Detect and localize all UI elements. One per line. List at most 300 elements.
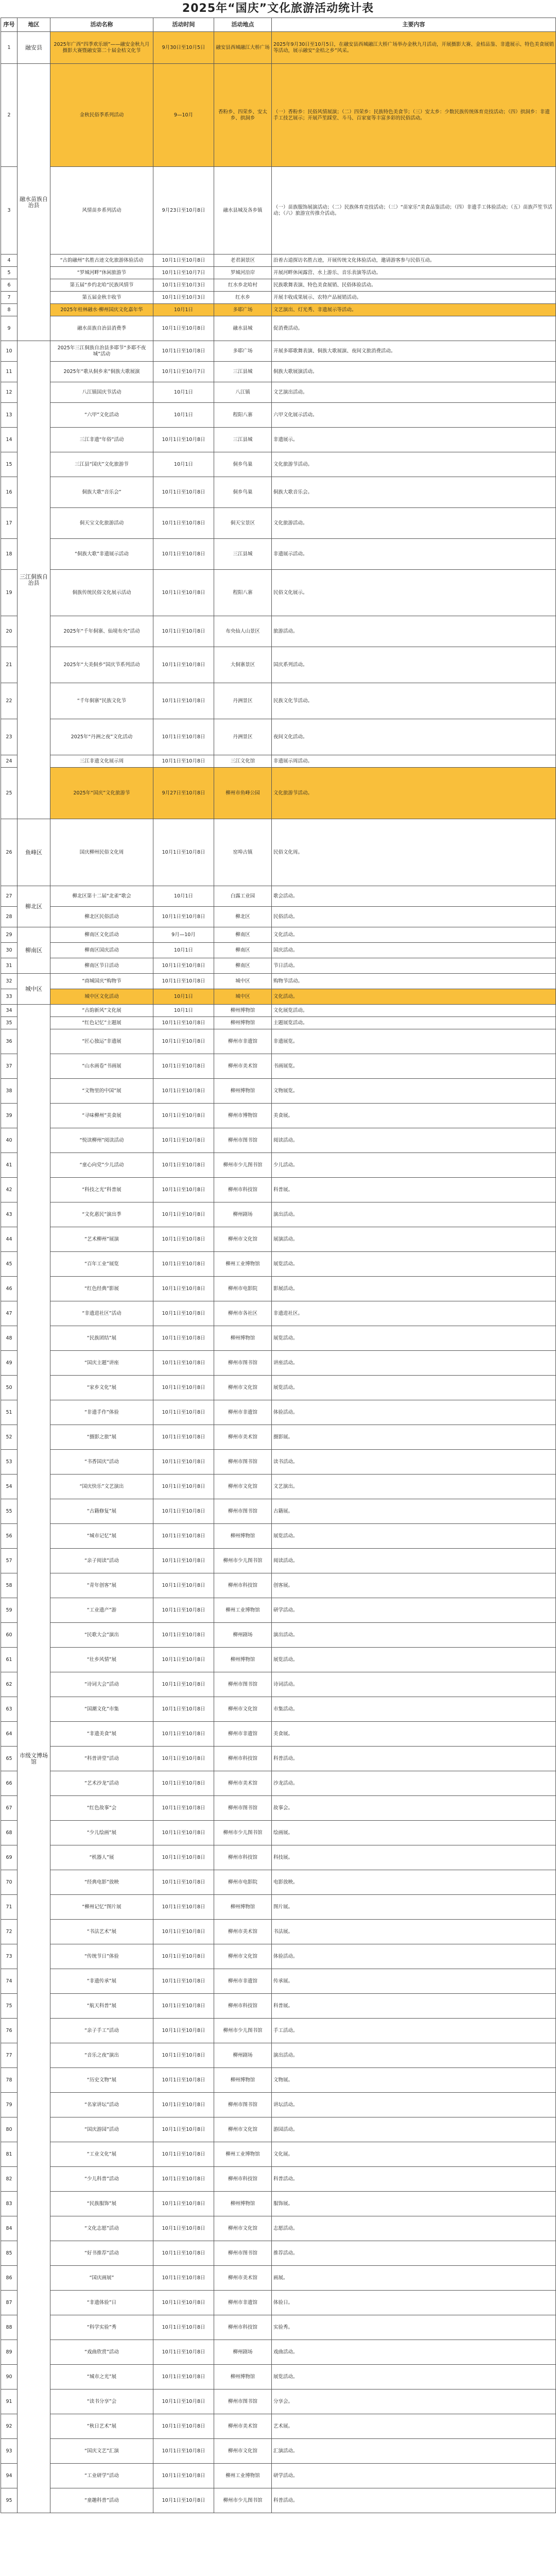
col-name: 活动名称 (50, 18, 153, 32)
cell-time: 10月1日至10月8日 (153, 1178, 214, 1202)
cell-no: 74 (1, 1969, 18, 1994)
cell-region: 柳北区 (18, 886, 50, 927)
cell-content: 书法展。 (272, 1920, 556, 1944)
table-row (1, 719, 556, 755)
table-row (1, 1771, 556, 1796)
cell-content: 故事会。 (272, 1796, 556, 1821)
cell-no: 6 (1, 279, 18, 292)
cell-no: 18 (1, 539, 18, 570)
table-body (1, 32, 556, 2513)
cell-time: 10月1日至10月8日 (153, 1202, 214, 1227)
cell-time: 10月1日至10月8日 (153, 2389, 214, 2414)
cell-place: 柳州博物馆 (214, 2365, 272, 2389)
cell-place: 柳州市文化馆 (214, 2216, 272, 2241)
cell-place: 柳州工业博物馆 (214, 2464, 272, 2488)
cell-time: 10月1日 (153, 943, 214, 958)
cell-place: 柳州博物馆 (214, 1895, 272, 1920)
table-row (1, 2216, 556, 2241)
cell-time: 10月1日至10月8日 (153, 1598, 214, 1623)
cell-name: “科技之光”科普展 (50, 1178, 153, 1202)
cell-content: 开展多耶歌舞表演、侗族大歌展演、夜间文旅消费活动。 (272, 341, 556, 362)
cell-no: 91 (1, 2389, 18, 2414)
cell-no: 30 (1, 943, 18, 958)
table-row (1, 279, 556, 292)
cell-time: 10月1日 (153, 452, 214, 477)
cell-content: 非遗展览。 (272, 1029, 556, 1054)
cell-place: 柳州市科技馆 (214, 1573, 272, 1598)
table-row (1, 1153, 556, 1178)
cell-name: “罗城河畔”休闲旅游节 (50, 267, 153, 279)
cell-time: 10月1日至10月8日 (153, 2167, 214, 2192)
table-row (1, 292, 556, 304)
cell-content: 诗词活动。 (272, 1672, 556, 1697)
cell-name: “柳州记忆”图片展 (50, 1895, 153, 1920)
cell-place: 柳南区 (214, 943, 272, 958)
cell-name: 柳南区节日活动 (50, 958, 153, 974)
cell-place: 柳州市图书馆 (214, 1450, 272, 1475)
cell-time: 10月1日 (153, 304, 214, 316)
cell-name: “童趣科普”活动 (50, 2488, 153, 2513)
cell-name: “科学实验”秀 (50, 2315, 153, 2340)
cell-time: 10月1日至10月8日 (153, 2464, 214, 2488)
cell-name: “书香国庆”活动 (50, 1450, 153, 1475)
cell-content: 促消费活动。 (272, 316, 556, 341)
cell-content: 节日活动。 (272, 958, 556, 974)
table-row (1, 1017, 556, 1029)
cell-time: 10月1日至10月7日 (153, 362, 214, 382)
table-row (1, 2439, 556, 2464)
cell-name: 柳南区文化活动 (50, 927, 153, 943)
table-row (1, 1722, 556, 1747)
cell-time: 10月1日至10月8日 (153, 1277, 214, 1301)
cell-no: 81 (1, 2142, 18, 2167)
table-row (1, 1672, 556, 1697)
cell-place: 柳州市电影院 (214, 1870, 272, 1895)
cell-no: 94 (1, 2464, 18, 2488)
cell-content: 摄影展。 (272, 1425, 556, 1450)
table-row (1, 1104, 556, 1128)
cell-content: 歌会活动。 (272, 886, 556, 907)
cell-name: “国庆文艺”汇演 (50, 2439, 153, 2464)
cell-time: 10月1日至10月8日 (153, 1944, 214, 1969)
cell-content: 图片展。 (272, 1895, 556, 1920)
cell-no: 50 (1, 1376, 18, 1400)
cell-name: “亲子阅读”活动 (50, 1549, 153, 1573)
table-row (1, 570, 556, 616)
cell-time: 10月1日至10月8日 (153, 1722, 214, 1747)
cell-name: “悦读柳州”阅读活动 (50, 1128, 153, 1153)
cell-name: “童心向党”少儿活动 (50, 1153, 153, 1178)
cell-time: 10月1日至10月8日 (153, 958, 214, 974)
cell-name: “机器人”展 (50, 1845, 153, 1870)
cell-time: 10月1日至10月8日 (153, 316, 214, 341)
table-row (1, 1944, 556, 1969)
col-content: 主要内容 (272, 18, 556, 32)
table-header-row (1, 18, 556, 32)
cell-place: 多耶广场 (214, 304, 272, 316)
cell-content: 分享会。 (272, 2389, 556, 2414)
cell-name: 城中区文化活动 (50, 989, 153, 1005)
cell-time: 10月1日至10月8日 (153, 1623, 214, 1648)
cell-time: 10月1日至10月8日 (153, 616, 214, 647)
cell-content: 文艺演出。 (272, 1475, 556, 1499)
cell-place: 三江县城 (214, 362, 272, 382)
cell-content: 科普活动。 (272, 2167, 556, 2192)
cell-time: 10月1日至10月8日 (153, 1499, 214, 1524)
cell-no: 42 (1, 1178, 18, 1202)
cell-time: 10月1日至10月8日 (153, 508, 214, 539)
cell-place: 柳州工业博物馆 (214, 1252, 272, 1277)
cell-time: 10月1日至10月8日 (153, 428, 214, 452)
cell-content: 影展活动。 (272, 1277, 556, 1301)
cell-time: 10月1日至10月8日 (153, 1301, 214, 1326)
cell-name: “红色经典”影展 (50, 1277, 153, 1301)
cell-content: 文艺演出活动。 (272, 382, 556, 403)
cell-name: 融水苗族自治县消费季 (50, 316, 153, 341)
cell-time: 10月1日 (153, 382, 214, 403)
cell-no: 92 (1, 2414, 18, 2439)
cell-name: 2025年桂林融水·柳州国庆文化嘉年华 (50, 304, 153, 316)
cell-content: 演出活动。 (272, 1202, 556, 1227)
cell-time: 10月1日至10月8日 (153, 1648, 214, 1672)
cell-time: 10月1日至10月8日 (153, 2291, 214, 2315)
cell-no: 5 (1, 267, 18, 279)
cell-name: “亲子手工”活动 (50, 2019, 153, 2043)
cell-no: 59 (1, 1598, 18, 1623)
cell-name: “城市记忆”展 (50, 1524, 153, 1549)
cell-time: 10月1日至10月8日 (153, 2192, 214, 2216)
cell-no: 3 (1, 167, 18, 255)
cell-content: 画展。 (272, 2266, 556, 2291)
cell-place: 柳州市文化馆 (214, 1697, 272, 1722)
cell-no: 51 (1, 1400, 18, 1425)
cell-content: 艺术展。 (272, 2414, 556, 2439)
cell-no: 4 (1, 255, 18, 267)
table-row (1, 2488, 556, 2513)
cell-time: 10月1日至10月8日 (153, 1029, 214, 1054)
cell-no: 25 (1, 768, 18, 819)
cell-content: 非遗进社区。 (272, 1301, 556, 1326)
cell-place: 城中区 (214, 989, 272, 1005)
table-row (1, 1079, 556, 1104)
cell-content: （一）香粉乡：民俗风情展演；（二）四荣乡：民族特色美食节；（三）安太乡：少数民族传统体育竞技活动；（四）拱洞乡：非遗手工技艺展示；开展芦笙踩堂、斗马、百家宴等丰富多彩的民俗活动。 (272, 64, 556, 167)
cell-place: 程阳八寨 (214, 403, 272, 428)
table-row (1, 2365, 556, 2389)
cell-place: 柳州市非遗馆 (214, 1722, 272, 1747)
cell-place: 丹洲景区 (214, 719, 272, 755)
cell-region: 融安县 (18, 32, 50, 64)
cell-time: 10月1日至10月8日 (153, 2488, 214, 2513)
cell-place: 柳州市各社区 (214, 1301, 272, 1326)
cell-content: 科普展。 (272, 1994, 556, 2019)
table-row (1, 452, 556, 477)
cell-name: “摄影之旅”展 (50, 1425, 153, 1450)
cell-no: 95 (1, 2488, 18, 2513)
table-row (1, 1178, 556, 1202)
cell-name: 柳北区民俗活动 (50, 907, 153, 927)
cell-content: 侗族大歌音乐会。 (272, 477, 556, 508)
cell-name: “非遗进社区”活动 (50, 1301, 153, 1326)
cell-content: 绘画展。 (272, 1821, 556, 1845)
cell-name: “艺术沙龙”活动 (50, 1771, 153, 1796)
table-row (1, 1870, 556, 1895)
table-row (1, 2241, 556, 2266)
cell-time: 10月1日至10月8日 (153, 1054, 214, 1079)
cell-no: 46 (1, 1277, 18, 1301)
cell-content: 阅读活动。 (272, 1128, 556, 1153)
table-row (1, 2167, 556, 2192)
table-row (1, 1920, 556, 1944)
cell-no: 52 (1, 1425, 18, 1450)
cell-content: 市集活动。 (272, 1697, 556, 1722)
cell-name: “国庆主题”讲座 (50, 1351, 153, 1376)
cell-content: 非遗展示活动。 (272, 539, 556, 570)
cell-content: 体验活动。 (272, 1944, 556, 1969)
cell-time: 10月1日至10月8日 (153, 1128, 214, 1153)
cell-place: 红水乡北哈村 (214, 279, 272, 292)
cell-name: 侗天宝文化旅游活动 (50, 508, 153, 539)
cell-name: “匠心独运”非遗展 (50, 1029, 153, 1054)
cell-place: 柳州市非遗馆 (214, 2291, 272, 2315)
cell-place: 融水县城及各乡镇 (214, 167, 272, 255)
cell-time: 10月1日至10月8日 (153, 683, 214, 719)
activity-table (1, 18, 556, 2513)
cell-time: 10月1日至10月8日 (153, 2241, 214, 2266)
cell-name: “红色记忆”主题展 (50, 1017, 153, 1029)
cell-no: 63 (1, 1697, 18, 1722)
cell-place: 柳州市文化馆 (214, 2117, 272, 2142)
cell-time: 9—10月 (153, 64, 214, 167)
cell-name: 2025年“丹洲之夜”文化活动 (50, 719, 153, 755)
table-row (1, 167, 556, 255)
cell-place: 柳州市图书馆 (214, 1351, 272, 1376)
cell-no: 64 (1, 1722, 18, 1747)
cell-place: 柳州博物馆 (214, 1005, 272, 1017)
cell-place: 侗乡鸟巢 (214, 477, 272, 508)
cell-time: 10月1日至10月8日 (153, 1969, 214, 1994)
cell-no: 31 (1, 958, 18, 974)
table-row (1, 755, 556, 768)
cell-content: 沙龙活动。 (272, 1771, 556, 1796)
table-row (1, 341, 556, 362)
cell-name: “文化志愿”活动 (50, 2216, 153, 2241)
cell-time: 10月1日至10月8日 (153, 1450, 214, 1475)
cell-name: “历史文物”展 (50, 2068, 153, 2093)
cell-place: 柳州市图书馆 (214, 2389, 272, 2414)
cell-no: 78 (1, 2068, 18, 2093)
table-row (1, 1845, 556, 1870)
cell-no: 23 (1, 719, 18, 755)
cell-name: 第五届“乡约北哈”民族风情节 (50, 279, 153, 292)
cell-content: 文艺演出、灯光秀、非遗展示等活动。 (272, 304, 556, 316)
cell-time: 10月1日至10月8日 (153, 2117, 214, 2142)
cell-time: 10月1日至10月8日 (153, 1524, 214, 1549)
cell-content: 讲座活动。 (272, 1351, 556, 1376)
cell-name: “好书推荐”活动 (50, 2241, 153, 2266)
cell-content: 科普活动。 (272, 1747, 556, 1771)
cell-content: 国庆系列活动。 (272, 647, 556, 683)
cell-time: 10月1日至10月8日 (153, 2340, 214, 2365)
table-row (1, 1005, 556, 1017)
cell-place: 柳州市美术馆 (214, 1425, 272, 1450)
cell-time: 10月1日至10月8日 (153, 2266, 214, 2291)
cell-content: 少儿活动。 (272, 1153, 556, 1178)
cell-no: 2 (1, 64, 18, 167)
cell-no: 48 (1, 1326, 18, 1351)
cell-no: 29 (1, 927, 18, 943)
cell-no: 54 (1, 1475, 18, 1499)
cell-place: 柳州市少儿图书馆 (214, 2488, 272, 2513)
cell-time: 10月1日至10月8日 (153, 2216, 214, 2241)
cell-name: “航天科普”展 (50, 1994, 153, 2019)
table-row (1, 1227, 556, 1252)
table-row (1, 1326, 556, 1351)
table-row (1, 2414, 556, 2439)
cell-name: “民族团结”展 (50, 1326, 153, 1351)
cell-content: 民俗文化周。 (272, 819, 556, 886)
cell-place: 柳州博物馆 (214, 2192, 272, 2216)
cell-time: 10月1日至10月8日 (153, 539, 214, 570)
cell-name: 三江县“国庆”文化旅游节 (50, 452, 153, 477)
cell-name: 2025年三江侗族自治县多耶节“多耶不夜城”活动 (50, 341, 153, 362)
cell-content: 古籍展。 (272, 1499, 556, 1524)
cell-place: 侗乡鸟巢 (214, 452, 272, 477)
cell-no: 7 (1, 292, 18, 304)
cell-name: 2025年“歌从侗乡来”侗族大歌展演 (50, 362, 153, 382)
cell-no: 33 (1, 989, 18, 1005)
cell-name: “文化惠民”演出季 (50, 1202, 153, 1227)
table-row (1, 2291, 556, 2315)
cell-place: 柳南区 (214, 958, 272, 974)
cell-no: 17 (1, 508, 18, 539)
cell-name: “红色故事”会 (50, 1796, 153, 1821)
cell-content: 非遗展示周活动。 (272, 755, 556, 768)
col-region: 地区 (18, 18, 50, 32)
cell-time: 10月1日至10月8日 (153, 819, 214, 886)
cell-time: 10月1日至10月8日 (153, 1821, 214, 1845)
cell-time: 10月1日至10月8日 (153, 1079, 214, 1104)
table-row (1, 1895, 556, 1920)
cell-place: 柳州剧场 (214, 2340, 272, 2365)
cell-time: 10月1日至10月8日 (153, 755, 214, 768)
table-row (1, 1202, 556, 1227)
cell-name: “商城国庆”购物节 (50, 974, 153, 989)
cell-name: “寻味柳州”美食展 (50, 1104, 153, 1128)
cell-name: “民歌大会”演出 (50, 1623, 153, 1648)
cell-time: 10月1日至10月8日 (153, 1252, 214, 1277)
cell-no: 79 (1, 2093, 18, 2117)
cell-no: 49 (1, 1351, 18, 1376)
table-row (1, 1573, 556, 1598)
cell-name: “工业遗产”游 (50, 1598, 153, 1623)
table-row (1, 1277, 556, 1301)
cell-time: 10月1日至10月8日 (153, 1845, 214, 1870)
cell-name: “城市之光”展 (50, 2365, 153, 2389)
cell-no: 27 (1, 886, 18, 907)
cell-place: 柳州市科技馆 (214, 2167, 272, 2192)
table-row (1, 477, 556, 508)
cell-content: 演出活动。 (272, 2043, 556, 2068)
cell-time: 10月1日至10月8日 (153, 1549, 214, 1573)
cell-content: 民俗活动。 (272, 907, 556, 927)
cell-no: 58 (1, 1573, 18, 1598)
cell-name: “国庆画展” (50, 2266, 153, 2291)
cell-content: 旅游活动。 (272, 616, 556, 647)
table-row (1, 1029, 556, 1054)
cell-time: 10月1日 (153, 403, 214, 428)
cell-no: 70 (1, 1870, 18, 1895)
cell-region: 城中区 (18, 974, 50, 1005)
table-row (1, 32, 556, 64)
cell-no: 67 (1, 1796, 18, 1821)
cell-place: 柳州市少儿图书馆 (214, 1821, 272, 1845)
table-row (1, 1252, 556, 1277)
cell-no: 87 (1, 2291, 18, 2315)
cell-place: 香粉乡、四荣乡、安太乡、拱洞乡 (214, 64, 272, 167)
table-row (1, 2068, 556, 2093)
cell-time: 10月1日至10月8日 (153, 719, 214, 755)
cell-content: 文物展览。 (272, 1079, 556, 1104)
cell-place: 柳州市科技馆 (214, 1845, 272, 1870)
table-row (1, 1747, 556, 1771)
col-time: 活动时间 (153, 18, 214, 32)
cell-content: 文物展。 (272, 2068, 556, 2093)
cell-content: 书画展览。 (272, 1054, 556, 1079)
cell-name: “读书分享”会 (50, 2389, 153, 2414)
cell-time: 10月1日至10月8日 (153, 570, 214, 616)
cell-content: （一）苗族服饰展演活动；（二）民族体育竞技活动；（三）“苗家乐”美食品鉴活动；（四）非遗手工体验活动；（五）苗族芦笙节活动；（六）旅游宣传推介活动。 (272, 167, 556, 255)
cell-content: 文化活动。 (272, 989, 556, 1005)
cell-time: 10月1日至10月8日 (153, 2414, 214, 2439)
cell-no: 88 (1, 2315, 18, 2340)
cell-name: 八江镇国庆节活动 (50, 382, 153, 403)
cell-name: 三江非遗文化展示周 (50, 755, 153, 768)
cell-time: 9月—10月 (153, 927, 214, 943)
cell-time: 10月1日 (153, 989, 214, 1005)
cell-place: 柳州市鱼峰公园 (214, 768, 272, 819)
cell-no: 65 (1, 1747, 18, 1771)
cell-time: 10月1日至10月8日 (153, 2093, 214, 2117)
table-row (1, 1969, 556, 1994)
cell-name: 国庆柳州民俗文化周 (50, 819, 153, 886)
cell-content: 体验日。 (272, 2291, 556, 2315)
cell-no: 44 (1, 1227, 18, 1252)
table-row (1, 1524, 556, 1549)
cell-name: “古韵新风”文化展 (50, 1005, 153, 1017)
table-row (1, 2043, 556, 2068)
cell-time: 10月1日至10月8日 (153, 341, 214, 362)
cell-place: 柳州市文化馆 (214, 1227, 272, 1252)
cell-no: 26 (1, 819, 18, 886)
table-row (1, 1648, 556, 1672)
cell-place: 柳州剧场 (214, 2043, 272, 2068)
cell-no: 10 (1, 341, 18, 362)
cell-no: 11 (1, 362, 18, 382)
table-row (1, 1796, 556, 1821)
cell-time: 10月1日至10月8日 (153, 2068, 214, 2093)
cell-name: “百年工业”展览 (50, 1252, 153, 1277)
cell-name: “工业研学”活动 (50, 2464, 153, 2488)
cell-name: “国潮文化”市集 (50, 1697, 153, 1722)
table-row (1, 508, 556, 539)
cell-time: 10月1日至10月8日 (153, 2019, 214, 2043)
cell-no: 38 (1, 1079, 18, 1104)
cell-no: 62 (1, 1672, 18, 1697)
cell-no: 47 (1, 1301, 18, 1326)
cell-name: 金秋民俗季系列活动 (50, 64, 153, 167)
cell-place: 柳州博物馆 (214, 1079, 272, 1104)
cell-no: 61 (1, 1648, 18, 1672)
